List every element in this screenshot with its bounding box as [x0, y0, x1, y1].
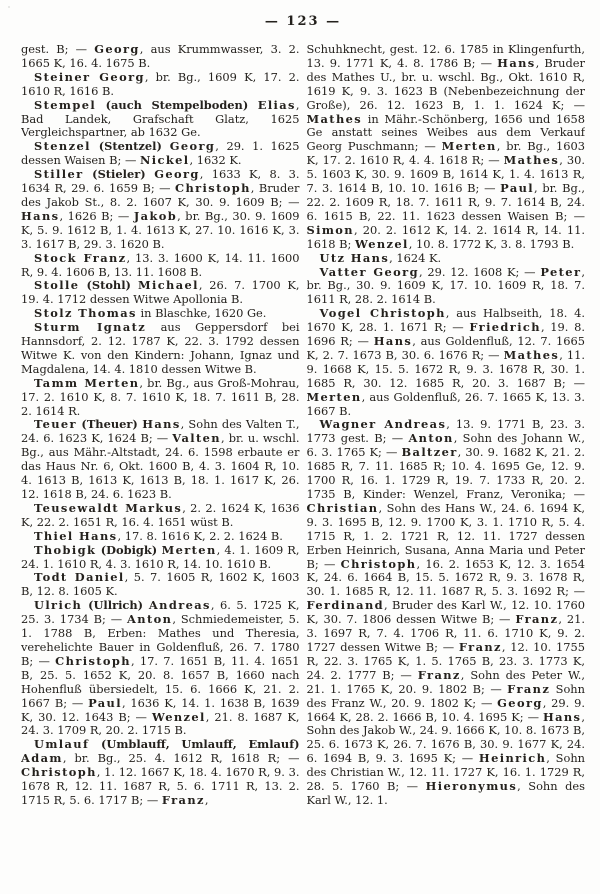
- entry-text: , br. Bg., 30. 9. 1609 K, 5. 9. 1612 B, 1. 4. 1613 K, 27. 10. 1616 K, 3. 3. 1617 B, 29. 3. 1620 B.: [21, 208, 300, 251]
- person-name: Christoph: [21, 765, 97, 780]
- entry-paragraph: [21, 71, 300, 99]
- person-name: Nickel: [139, 153, 190, 168]
- person-name: Paul: [88, 695, 122, 710]
- person-name: Tamm Merten: [34, 375, 140, 390]
- entry-text: , 16. 2. 1653 K, 12. 3. 1654 K, 24. 6. 1664 B, 15. 5. 1672 R, 9. 3. 1678 R, 30. 1. 1685 R, 12. 11. 1687 R, 5. 3. 1692 R; —: [306, 556, 585, 599]
- name-variant: (Stentzel): [90, 139, 170, 154]
- entry-paragraph: [307, 266, 586, 308]
- left-column: [21, 43, 300, 881]
- person-name: Vogel Christoph: [319, 306, 446, 321]
- person-name: Todt Daniel: [34, 570, 125, 585]
- entry-text: , 17. 7. 1651 B, 11. 4. 1651 B, 25. 5. 1652 K, 20. 8. 1657 B, 1660 nach Hohenfluß übersiedelt, 15. 6. 1666 K, 21. 2. 1667 B; —: [21, 653, 300, 710]
- entry-paragraph: [21, 544, 300, 572]
- person-name: Peter: [540, 264, 582, 279]
- entry-paragraph: [21, 502, 300, 530]
- person-name: Baltzer: [401, 445, 458, 460]
- person-name: Jakob: [133, 208, 178, 223]
- entry-text: , 12. 10. 1755 R, 22. 3. 1765 K, 1. 5. 1765 B, 23. 3. 1773 K, 24. 2. 1777 B; —: [306, 639, 585, 682]
- entry-text: , 1636 K, 14. 1. 1638 B, 1639 K, 30. 12. 1643 B; —: [21, 695, 300, 724]
- entry-text: , br. Bg., 1603 K, 17. 2. 1610 R, 4. 4. 1618 R; —: [306, 139, 585, 168]
- person-name: Friedrich: [469, 320, 541, 335]
- person-name: Sturm Ignatz: [34, 320, 147, 335]
- person-name: Anton: [127, 612, 173, 627]
- entry-text: , aus Goldenfluß, 26. 7. 1665 K, 13. 3. 1667 B.: [306, 389, 585, 418]
- entry-text: , Sohn des Valten T., 24. 6. 1623 K, 1624 B; —: [21, 417, 300, 446]
- text-columns: [21, 43, 585, 881]
- entry-paragraph: [21, 168, 300, 251]
- person-name: Franz: [458, 639, 502, 654]
- person-name: Merten: [306, 389, 362, 404]
- name-variant: (Umblauff, Umlauff, Emlauf): [89, 737, 300, 752]
- entry-text: Sohn des Franz W., 20. 9. 1802 K; —: [306, 681, 585, 710]
- person-name: Steiner Georg: [34, 69, 145, 84]
- entry-text: , br. Bg., 1609 K, 17. 2. 1610 R, 1616 B.: [21, 69, 300, 98]
- entry-text: , br. Bg., aus Groß-Mohrau, 17. 2. 1610 K, 8. 7. 1610 K, 18. 7. 1611 B, 28. 2. 1614 R.: [21, 375, 300, 418]
- entry-paragraph: [21, 530, 300, 544]
- entry-text: , 20. 2. 1612 K, 14. 2. 1614 R, 14. 11. 1618 B;: [306, 222, 585, 251]
- entry-text: , 30. 5. 1603 K, 30. 9. 1609 B, 1614 K, 1. 4. 1613 R, 7. 3. 1614 B, 10. 10. 1616 B; —: [306, 153, 585, 196]
- entry-paragraph: [21, 99, 300, 141]
- entry-paragraph: [21, 307, 300, 321]
- entry-paragraph: [21, 599, 300, 738]
- entry-paragraph: [21, 140, 300, 168]
- person-name: Paul: [500, 181, 535, 196]
- entry-text: , Bruder des Karl W., 12. 10. 1760 K, 30. 7. 1806 dessen Witwe B; —: [306, 598, 585, 627]
- entry-paragraph: [307, 252, 586, 266]
- entry-text: , Sohn des Hans W., 24. 6. 1694 K, 9. 3. 1695 B, 12. 9. 1700 K, 3. 1. 1710 R, 5. 4. 1715 R, 1. 2. 1721 R, 12. 11. 1727 dessen Erben Heinrich, Susana, Anna Maria und Peter B; —: [306, 500, 585, 571]
- entry-text: Schuhknecht, gest. 12. 6. 1785 in Klingenfurth, 13. 9. 1771 K, 4. 8. 1786 B; —: [306, 43, 585, 70]
- person-name: Wenzel: [354, 236, 409, 251]
- entry-paragraph: [307, 418, 586, 807]
- person-name: Stock Franz: [34, 250, 127, 265]
- entry-text: , 17. 8. 1616 K, 2. 2. 1624 B.: [117, 528, 283, 543]
- person-name: Georg: [169, 139, 216, 154]
- entry-text: , Sohn des Christian W., 12. 11. 1727 K, 16. 1. 1729 R, 28. 5. 1760 B; —: [306, 751, 585, 794]
- page-number: — 123 —: [264, 14, 342, 29]
- person-name: Wenzel: [151, 709, 206, 724]
- person-name: Simon: [306, 222, 354, 237]
- person-name: Hieronymus: [425, 779, 518, 794]
- person-name: Anton: [408, 431, 454, 446]
- person-name: Christoph: [340, 556, 417, 571]
- person-name: Merten: [441, 139, 497, 154]
- entry-paragraph: [21, 279, 300, 307]
- person-name: Vatter Georg: [319, 264, 419, 279]
- person-name: Michael: [137, 278, 199, 293]
- entry-paragraph: [21, 418, 300, 501]
- entry-text: , br. u. wschl. Bg., aus Mähr.-Altstadt, 24. 6. 1598 erbaute er das Haus Nr. 6, Okt. 1600 B, 4. 3. 1604 R, 10. 4. 1613 B, 1613 K, 1613 B, 18. 1. 1617 K, 26. 12. 1618 B, 24. 6. 1623 B.: [21, 431, 300, 501]
- entry-text: , 1624 K.: [389, 250, 442, 265]
- person-name: Andreas: [148, 598, 211, 613]
- person-name: Georg: [154, 167, 200, 182]
- entry-text: , 6. 5. 1725 K, 25. 3. 1734 B; —: [21, 598, 300, 627]
- person-name: Merten: [161, 542, 217, 557]
- entry-text: , Sohn des Peter W., 21. 1. 1765 K, 20. 9. 1802 B; —: [306, 667, 585, 696]
- entry-text: , Sohn des Jakob W., 24. 9. 1666 K, 10. 8. 1673 B, 25. 6. 1673 K, 26. 7. 1676 B, 30. 9. 1677 K, 24. 6. 1694 B, 9. 3. 1695 K; —: [306, 709, 585, 766]
- entry-paragraph: [21, 377, 300, 419]
- entry-text: , 13. 3. 1600 K, 14. 11. 1600 R, 9. 4. 1606 B, 13. 11. 1608 B.: [21, 250, 300, 279]
- name-variant: (auch Stempelboden): [96, 97, 258, 112]
- entry-text: , 13. 9. 1771 B, 23. 3. 1773 gest. B; —: [306, 417, 585, 446]
- entry-text: , 1632 K.: [189, 153, 242, 168]
- entry-text: , br. Bg., 25. 4. 1612 R, 1618 R; —: [62, 751, 300, 766]
- right-column: [307, 43, 586, 881]
- entry-text: , 30. 9. 1682 K, 21. 2. 1685 R, 7. 11. 1685 R; 10. 4. 1695 Ge, 12. 9. 1700 R, 16. 1. 1729 R, 19. 7. 1733 R, 20. 2. 1735 B, Kinder: Wenzel, Franz, Veronika; —: [306, 445, 585, 501]
- page-header: [21, 14, 585, 29]
- person-name: Valten: [172, 431, 221, 446]
- person-name: Elias: [257, 97, 296, 112]
- entry-text: , Sohn des Johann W., 6. 3. 1765 K; —: [306, 431, 585, 460]
- entry-text: ,: [204, 792, 209, 807]
- person-name: Thobigk: [34, 542, 97, 557]
- person-name: Wagner Andreas: [319, 417, 447, 432]
- person-name: Thiel Hans: [34, 528, 118, 543]
- entry-text: , 26. 7. 1700 K, 19. 4. 1712 dessen Witwe Apollonia B.: [21, 278, 300, 307]
- entry-text: , 21. 8. 1687 K, 24. 3. 1709 R, 20. 2. 1715 B.: [21, 709, 300, 738]
- person-name: Stolle: [34, 278, 80, 293]
- entry-text: , 5. 7. 1605 R, 1602 K, 1603 B, 12. 8. 1605 K.: [21, 570, 300, 599]
- entry-text: , 1633 K, 8. 3. 1634 R, 29. 6. 1659 B; —: [21, 167, 300, 196]
- entry-text: , aus Krummwasser, 3. 2. 1665 K, 16. 4. 1675 B.: [21, 43, 300, 70]
- person-name: Georg: [497, 695, 543, 710]
- entry-text: aus Geppersdorf bei Hannsdorf, 2. 12. 1787 K, 22. 3. 1792 dessen Witwe K. von den Kindern: Johann, Ignaz und Magdalena, 14. 4. 1810 dessen Witwe B.: [21, 320, 300, 376]
- person-name: Stolz Thomas: [34, 306, 137, 321]
- person-name: Hans: [142, 417, 181, 432]
- entry-text: , br. Bg., 30. 9. 1609 K, 17. 10. 1609 R, 18. 7. 1611 R, 28. 2. 1614 B.: [306, 264, 585, 307]
- entry-paragraph: [307, 43, 586, 252]
- person-name: Stempel: [34, 97, 97, 112]
- person-name: Adam: [21, 751, 63, 766]
- entry-paragraph: [21, 43, 300, 71]
- person-name: Franz: [161, 792, 205, 807]
- person-name: Ferdinand: [306, 598, 385, 613]
- entry-text: , Schmiedemeister, 5. 1. 1788 B, Erben: Mathes und Theresia, verehelichte Bauer in Goldenfluß, 26. 7. 1780 B; —: [21, 612, 300, 668]
- person-name: Mathes: [503, 347, 560, 362]
- person-name: Christian: [306, 500, 379, 515]
- person-name: Christoph: [174, 181, 251, 196]
- entry-text: , Bruder des Jakob St., 8. 2. 1607 K, 30. 9. 1609 B; —: [21, 181, 300, 209]
- entry-text: , 10. 8. 1772 K, 3. 8. 1793 B.: [408, 236, 575, 251]
- entry-text: , 11. 9. 1668 K, 15. 5. 1672 R, 9. 3. 1678 R, 30. 1. 1685 R, 30. 12. 1685 R, 20. 3. 1687 B; —: [306, 347, 585, 390]
- person-name: Georg: [94, 43, 140, 56]
- entry-text: , 4. 1. 1609 R, 24. 1. 1610 R, 4. 3. 1610 R, 14. 10. 1610 B.: [21, 542, 300, 571]
- name-variant: (Stohl): [79, 278, 138, 293]
- person-name: Ulrich: [34, 598, 83, 613]
- entry-text: , 29. 12. 1608 K; —: [418, 264, 541, 279]
- person-name: Stenzel: [34, 139, 91, 154]
- person-name: Franz: [507, 681, 551, 696]
- person-name: Hans: [21, 208, 60, 223]
- entry-text: in Mähr.-Schönberg, 1656 und 1658 Ge anstatt seines Weibes aus dem Verkauf Georg Puschmann; —: [306, 111, 585, 154]
- entry-text: in Blaschke, 1620 Ge.: [136, 306, 267, 321]
- person-name: Mathes: [306, 111, 363, 126]
- entry-text: , Bad Landek, Grafschaft Glatz, 1625 Vergleichspartner, ab 1632 Ge.: [21, 97, 300, 140]
- person-name: Mathes: [503, 153, 560, 168]
- person-name: Hans: [542, 709, 582, 724]
- person-name: Stiller: [34, 167, 84, 182]
- entry-paragraph: [307, 307, 586, 418]
- person-name: Hans: [373, 334, 413, 349]
- person-name: Umlauf: [34, 737, 90, 752]
- entry-text: , 29. 1. 1625 dessen Waisen B; —: [21, 139, 300, 168]
- person-name: Hans: [497, 55, 536, 70]
- name-variant: (Dobigk): [96, 542, 162, 557]
- entry-text: gest. B; —: [21, 43, 95, 56]
- person-name: Teuer: [34, 417, 77, 432]
- name-variant: (Stieler): [83, 167, 155, 182]
- person-name: Franz: [515, 612, 559, 627]
- entry-text: , Bruder des Mathes U., br. u. wschl. Bg., Okt. 1610 R, 1619 K, 9. 3. 1623 B (Nebenbezeichnung der Große), 26. 12. 1623 B, 1. 1. 1624 K; —: [306, 55, 585, 112]
- person-name: Franz: [417, 667, 461, 682]
- entry-paragraph: [21, 571, 300, 599]
- name-variant: (Ullrich): [82, 598, 149, 613]
- entry-text: , 1. 12. 1667 K, 18. 4. 1670 R, 9. 3. 1678 R, 12. 11. 1687 R, 5. 6. 1711 R, 13. 2. 1715 R, 5. 6. 1717 B; —: [21, 765, 300, 807]
- entry-text: , br. Bg., 22. 2. 1609 R, 18. 7. 1611 R, 9. 7. 1614 B, 24. 6. 1615 B, 22. 11. 1623 dessen Waisen B; —: [306, 181, 585, 223]
- person-name: Utz Hans: [319, 250, 390, 265]
- entry-paragraph: [21, 738, 300, 808]
- person-name: Heinrich: [478, 751, 547, 766]
- entry-text: , 19. 8. 1696 R; —: [306, 320, 585, 349]
- name-variant: (Theuer): [76, 417, 143, 432]
- entry-text: , Sohn des Karl W., 12. 1.: [306, 779, 585, 807]
- entry-text: , aus Halbseith, 18. 4. 1670 K, 28. 1. 1671 R; —: [306, 306, 585, 335]
- entry-text: , aus Goldenfluß, 12. 7. 1665 K, 2. 7. 1673 B, 30. 6. 1676 R; —: [306, 334, 585, 362]
- person-name: Christoph: [55, 653, 131, 668]
- entry-text: , 29. 9. 1664 K, 28. 2. 1666 B, 10. 4. 1695 K; —: [306, 695, 585, 724]
- entry-paragraph: [21, 252, 300, 280]
- entry-text: , 2. 2. 1624 K, 1636 K, 22. 2. 1651 R, 16. 4. 1651 wüst B.: [21, 500, 300, 529]
- entry-paragraph: [21, 321, 300, 377]
- entry-text: , 21. 3. 1697 R, 7. 4. 1706 R, 11. 6. 1710 K, 9. 2. 1727 dessen Witwe B; —: [306, 612, 585, 654]
- entry-text: , 1626 B; —: [59, 208, 134, 223]
- person-name: Teusewaldt Markus: [34, 500, 183, 515]
